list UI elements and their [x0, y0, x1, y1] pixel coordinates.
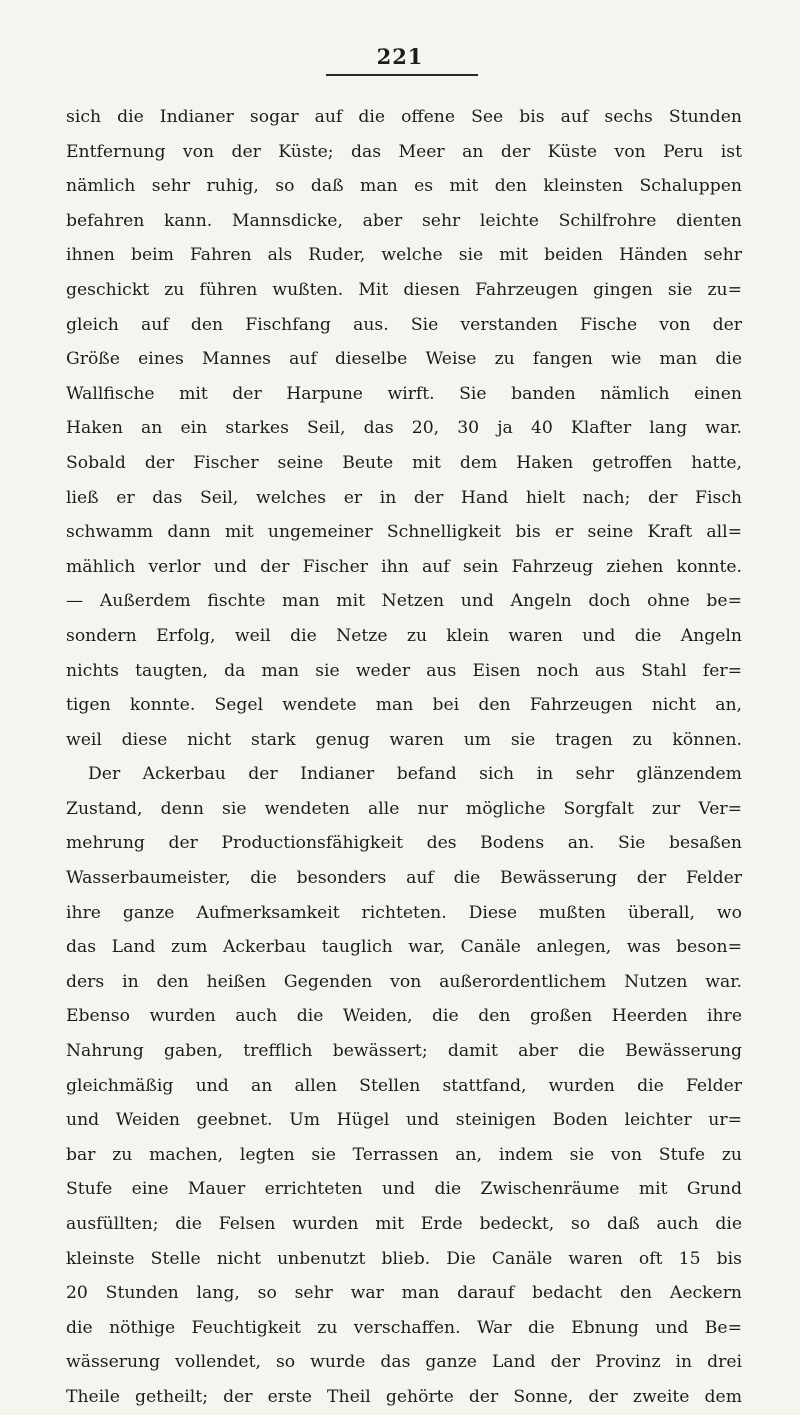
text-line: nämlich sehr ruhig, so daß man es mit den kleinsten Schaluppen: [66, 176, 742, 197]
text-line: Stufe eine Mauer errichteten und die Zwischenräume mit Grund: [66, 1179, 742, 1200]
text-line: befahren kann. Mannsdicke, aber sehr leichte Schilfrohre dienten: [66, 210, 742, 231]
text-line: Wallfische mit der Harpune wirft. Sie banden nämlich einen: [66, 383, 742, 404]
text-line: das Land zum Ackerbau tauglich war, Canäle anlegen, was beson=: [66, 937, 742, 958]
text-line: — Außerdem fischte man mit Netzen und Angeln doch ohne be=: [66, 591, 742, 612]
text-line: 20 Stunden lang, so sehr war man darauf bedacht den Aeckern: [66, 1283, 742, 1304]
body-text: [66, 100, 742, 1415]
text-line: Entfernung von der Küste; das Meer an der Küste von Peru ist: [66, 141, 742, 162]
text-line: Haken an ein starkes Seil, das 20, 30 ja 40 Klafter lang war.: [66, 418, 742, 439]
text-line: nichts taugten, da man sie weder aus Eisen noch aus Stahl fer=: [66, 660, 742, 681]
text-line: Ebenso wurden auch die Weiden, die den großen Heerden ihre: [66, 1006, 742, 1027]
text-line: ausfüllten; die Felsen wurden mit Erde bedeckt, so daß auch die: [66, 1214, 742, 1234]
text-line: wässerung vollendet, so wurde das ganze Land der Provinz in drei: [66, 1352, 742, 1373]
text-line: Theile getheilt; der erste Theil gehörte der Sonne, der zweite dem: [66, 1386, 742, 1407]
text-line: bar zu machen, legten sie Terrassen an, indem sie von Stufe zu: [66, 1144, 742, 1165]
text-line: geschickt zu führen wußten. Mit diesen Fahrzeugen gingen sie zu=: [66, 279, 742, 300]
text-line: sich die Indianer sogar auf die offene See bis auf sechs Stunden: [66, 107, 742, 127]
text-line: ders in den heißen Gegenden von außerordentlichem Nutzen war.: [66, 971, 742, 992]
text-line: schwamm dann mit ungemeiner Schnelligkeit bis er seine Kraft all=: [66, 522, 742, 543]
text-line: mählich verlor und der Fischer ihn auf sein Fahrzeug ziehen konnte.: [66, 556, 742, 577]
text-line: sondern Erfolg, weil die Netze zu klein waren und die Angeln: [66, 625, 742, 646]
text-line: Größe eines Mannes auf dieselbe Weise zu fangen wie man die: [66, 349, 742, 370]
text-line: mehrung der Productionsfähigkeit des Bodens an. Sie besaßen: [66, 833, 742, 854]
text-line: Wasserbaumeister, die besonders auf die Bewässerung der Felder: [66, 868, 742, 889]
text-line: Sobald der Fischer seine Beute mit dem Haken getroffen hatte,: [66, 452, 742, 473]
text-line: kleinste Stelle nicht unbenutzt blieb. Die Canäle waren oft 15 bis: [66, 1248, 742, 1269]
text-line: gleichmäßig und an allen Stellen stattfand, wurden die Felder: [66, 1075, 742, 1096]
text-line: und Weiden geebnet. Um Hügel und steinigen Boden leichter ur=: [66, 1110, 742, 1131]
text-line: weil diese nicht stark genug waren um sie tragen zu können.: [66, 729, 742, 750]
text-line: Nahrung gaben, trefflich bewässert; damit aber die Bewässerung: [66, 1041, 742, 1062]
text-line: ließ er das Seil, welches er in der Hand hielt nach; der Fisch: [66, 487, 742, 508]
page-number: 221: [376, 44, 424, 69]
text-line: ihnen beim Fahren als Ruder, welche sie mit beiden Händen sehr: [66, 245, 742, 266]
text-line: ihre ganze Aufmerksamkeit richteten. Diese mußten überall, wo: [66, 902, 742, 923]
text-line: die nöthige Feuchtigkeit zu verschaffen. War die Ebnung und Be=: [66, 1317, 742, 1338]
text-line: Der Ackerbau der Indianer befand sich in sehr glänzendem: [88, 764, 742, 785]
text-line: tigen konnte. Segel wendete man bei den Fahrzeugen nicht an,: [66, 695, 742, 716]
header-rule: [326, 74, 478, 76]
text-line: Zustand, denn sie wendeten alle nur mögliche Sorgfalt zur Ver=: [66, 798, 742, 819]
text-line: gleich auf den Fischfang aus. Sie verstanden Fische von der: [66, 314, 742, 335]
